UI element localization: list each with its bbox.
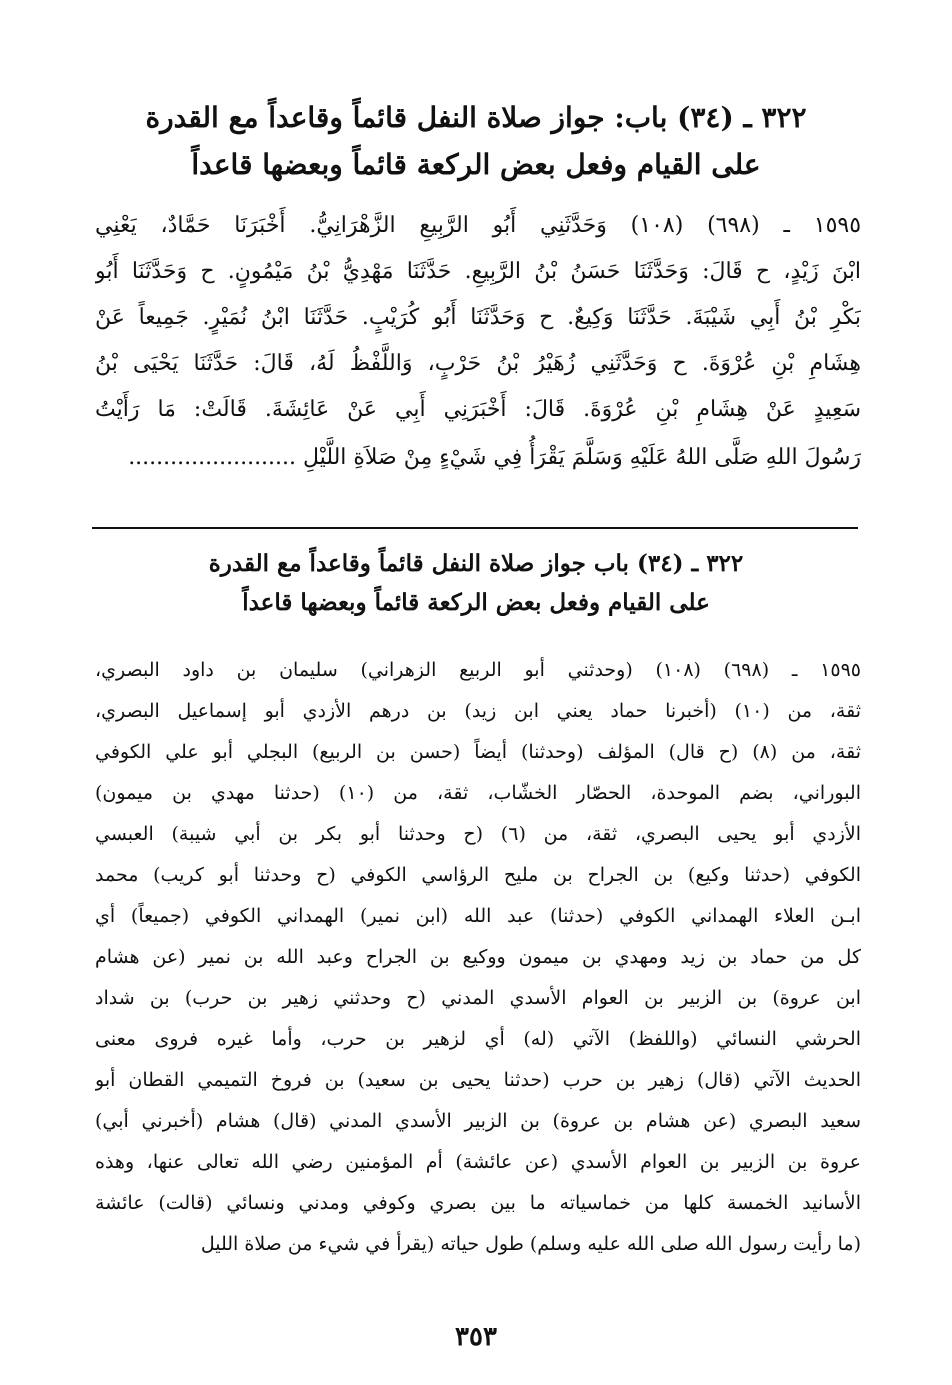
commentary-text-line: ثقة، من (١٠) (أخبرنا حماد يعني ابن زيد) بن درهم الأزدي أبو إسماعيل البصري، xyxy=(95,700,861,722)
hadith-text-line: رَسُولَ اللهِ صَلَّى اللهُ عَلَيْهِ وَسَلَّمَ يَقْرَأُ فِي شَيْءٍ مِنْ صَلاَةِ اللَّيْلِ ........................ xyxy=(128,445,861,470)
commentary-text-line: الأسانيد الخمسة كلها من خماسياته ما بين بصري وكوفي ومدني ونسائي (قالت) عائشة xyxy=(95,1192,861,1214)
commentary-heading-line-2: على القيام وفعل بعض الركعة قائماً وبعضها قاعداً xyxy=(242,589,710,616)
hadith-text-line: ابْنَ زَيْدٍ، ح قَالَ: وَحَدَّثَنَا حَسَنُ بْنُ الرَّبِيعِ. حَدَّثَنَا مَهْدِيُّ بْنُ مَيْمُونٍ. ح وَحَدَّثَنَا أَبُو xyxy=(95,259,861,284)
hadith-text-line: هِشَامِ بْنِ عُرْوَةَ. ح وَحَدَّثَنِي زُهَيْرُ بْنُ حَرْبٍ، وَاللَّفْظُ لَهُ، قَالَ: حَدَّثَنَا يَحْيَى بْنُ xyxy=(95,351,861,376)
commentary-text-line: عروة بن الزبير بن العوام الأسدي (عن عائشة) أم المؤمنين رضي الله تعالى عنها، وهذه xyxy=(95,1151,861,1173)
commentary-text-line: الكوفي (حدثنا وكيع) بن الجراح بن مليح الرؤاسي الكوفي (ح وحدثنا أبو كريب) محمد xyxy=(95,864,861,886)
commentary-heading-line-1: ٣٢٢ ـ (٣٤) باب جواز صلاة النفل قائماً وقاعداً مع القدرة xyxy=(208,550,744,577)
commentary-text-line: كل من حماد بن زيد ومهدي بن ميمون ووكيع بن الجراح وعبد الله بن نمير (عن هشام xyxy=(95,946,861,968)
hadith-text-line: بَكْرِ بْنُ أَبِي شَيْبَةَ. حَدَّثَنَا وَكِيعٌ. ح وَحَدَّثَنَا أَبُو كُرَيْبٍ. حَدَّثَنَا ابْنُ نُمَيْرٍ. جَمِيعاً عَنْ xyxy=(95,305,861,330)
hadith-text-line: سَعِيدٍ عَنْ هِشَامِ بْنِ عُرْوَةَ. قَالَ: أَخْبَرَنِي أَبِي عَنْ عَائِشَةَ. قَالَتْ: مَا رَأَيْتُ xyxy=(95,397,861,422)
commentary-text-line: ابن عروة) بن الزبير بن العوام الأسدي المدني (ح وحدثني زهير بن حرب) بن شداد xyxy=(95,987,861,1009)
commentary-text-line: البوراني، بضم الموحدة، الحصّار الخشّاب، ثقة، من (١٠) (حدثنا مهدي بن ميمون) xyxy=(95,782,861,804)
hadith-text-line: ١٥٩٥ ـ (٦٩٨) (١٠٨) وَحَدَّثَنِي أَبُو الرَّبِيعِ الزَّهْرَانِيُّ. أَخْبَرَنَا حَمَّادٌ، يَعْنِي xyxy=(95,213,861,238)
commentary-text-line: الحديث الآتي (قال) زهير بن حرب (حدثنا يحيى بن سعيد) بن فروخ التميمي القطان أبو xyxy=(95,1069,861,1091)
chapter-heading-line-1: ٣٢٢ ـ (٣٤) باب: جواز صلاة النفل قائماً وقاعداً مع القدرة xyxy=(145,101,807,134)
section-divider xyxy=(92,527,858,529)
commentary-text-line: ١٥٩٥ ـ (٦٩٨) (١٠٨) (وحدثني أبو الربيع الزهراني) سليمان بن داود البصري، xyxy=(95,659,861,681)
chapter-heading-line-2: على القيام وفعل بعض الركعة قائماً وبعضها قاعداً xyxy=(191,148,761,181)
commentary-text-line: ابـن العلاء الهمداني الكوفي (حدثنا) عبد الله (ابن نمير) الهمداني الكوفي (جميعاً) أي xyxy=(95,905,861,927)
commentary-text-line: سعيد البصري (عن هشام بن عروة) بن الزبير الأسدي المدني (قال) هشام (أخبرني أبي) xyxy=(95,1110,861,1132)
page-number: ٣٥٣ xyxy=(455,1322,497,1352)
commentary-text-line: الأزدي أبو يحيى البصري، ثقة، من (٦) (ح وحدثنا أبو بكر بن أبي شيبة) العبسي xyxy=(95,823,861,845)
commentary-text-line: (ما رأيت رسول الله صلى الله عليه وسلم) طول حياته (يقرأ في شيء من صلاة الليل xyxy=(200,1233,861,1255)
commentary-text-line: الحرشي النسائي (واللفظ) الآتي (له) أي لزهير بن حرب، وأما غيره فروى معنى xyxy=(95,1028,861,1050)
commentary-text-line: ثقة، من (٨) (ح قال) المؤلف (وحدثنا) أيضاً (حسن بن الربيع) البجلي أبو علي الكوفي xyxy=(95,741,861,763)
